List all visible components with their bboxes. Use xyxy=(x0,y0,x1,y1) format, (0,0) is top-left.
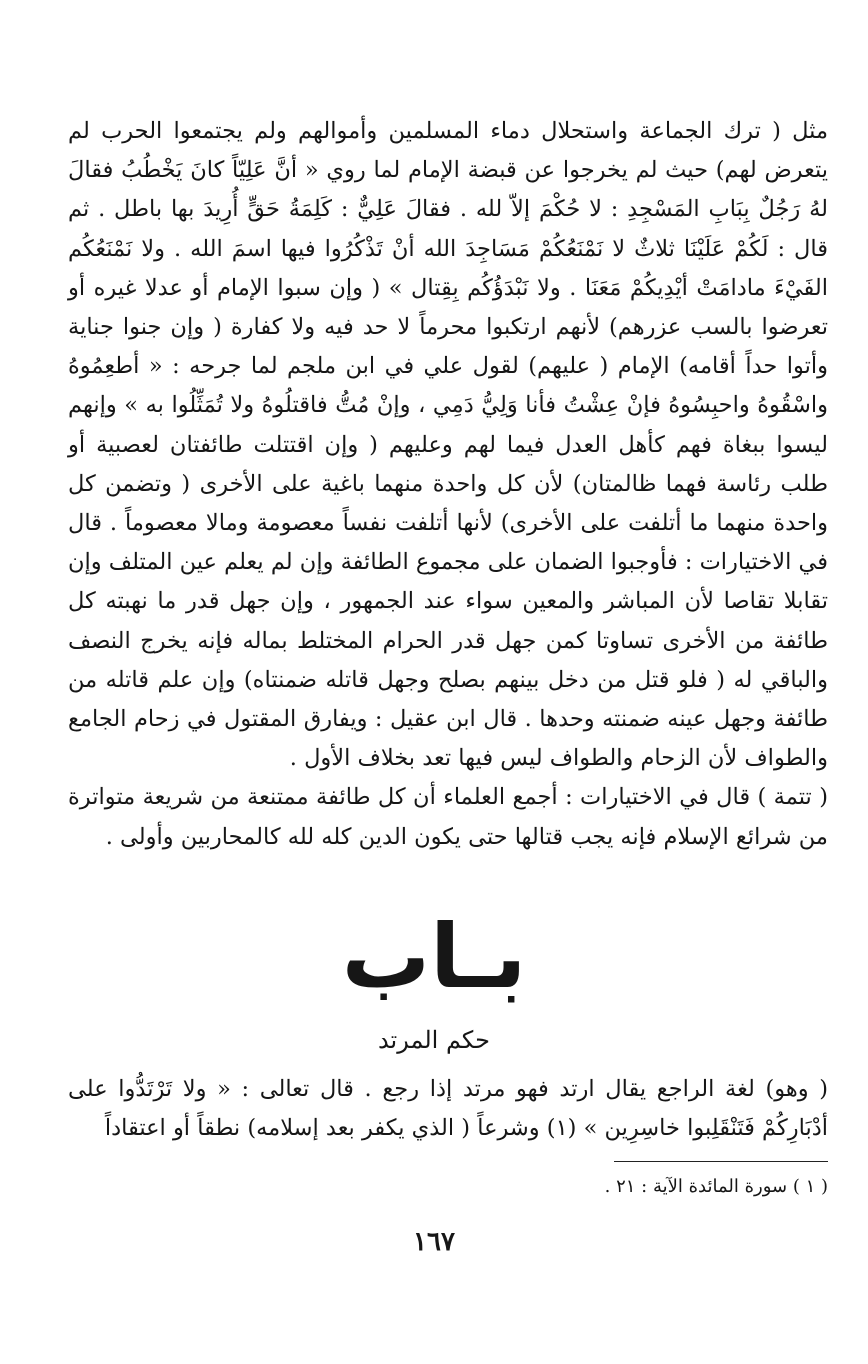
section-subtitle: حكم المرتد xyxy=(377,1026,491,1054)
page-number: ١٦٧ xyxy=(413,1227,455,1257)
section-paragraph-1: ( وهو) لغة الراجع يقال ارتد فهو مرتد إذا رجع . قال تعالى : « ولا تَرْتَدُّوا على أدْبَارِكُمْ فَتَنْقَلِبوا خاسِرِين » (١) وشرعاً ( الذي يكفر بعد إسلامه) نطقاً أو اعتقاداً xyxy=(68,1076,828,1142)
main-text xyxy=(68,112,828,857)
footnote-divider xyxy=(614,1161,828,1162)
footnote: ( ١ ) سورة المائدة الآية : ٢١ . xyxy=(604,1176,828,1197)
section-heading: بـاب xyxy=(341,905,527,1008)
main-paragraph-1: مثل ( ترك الجماعة واستحلال دماء المسلمين وأموالهم ولم يجتمعوا الحرب لم يتعرض لهم) حيث لم يخرجوا عن قبضة الإمام لما روي « أنَّ عَلِيّاً كانَ يَخْطُبُ فقالَ لهُ رَجُلٌ بِبَابِ المَسْجِدِ : لا حُكْمَ إلاّ لله . فقالَ عَلِيٌّ : كَلِمَةُ حَقٍّ أُرِيدَ بها باطل . ثم قال : لَكُمْ عَلَيْنَا ثلاثٌ لا نَمْنَعُكُمْ مَسَاجِدَ الله أنْ تَذْكُرُوا فيها اسمَ الله . ولا نَمْنَعُكُم الفَيْءَ مادامَتْ أيْدِيكُمْ مَعَنَا . ولا نَبْدَؤُكُم بِقِتال » ( وإن سبوا الإمام أو عدلا غيره أو تعرضوا بالسب عزرهم) لأنهم ارتكبوا محرماً لا حد فيه ولا كفارة ( وإن جنوا جناية وأتوا حداً أقامه) الإمام ( عليهم) لقول علي في ابن ملجم لما جرحه : « أطعِمُوهُ واسْقُوهُ واحبِسُوهُ فإنْ عِشْتُ فأنا وَلِيُّ دَمِي ، وإنْ مُتُّ فاقتلُوهُ ولا تُمَثِّلُوا به » وإنهم ليسوا ببغاة فهم كأهل العدل فيما لهم وعليهم ( وإن اقتتلت طائفتان لعصبية أو طلب رئاسة فهما ظالمتان) لأن كل واحدة منهما باغية على الأخرى ( وتضمن كل واحدة منهما ما أتلفت على الأخرى) لأنها أتلفت نفساً معصومة ومالا معصوماً . قال في الاختيارات : فأوجبوا الضمان على مجموع الطائفة وإن لم يعلم عين المتلف وإن تقابلا تقاصا لأن المباشر والمعين سواء عند الجمهور ، وإن جهل قدر ما نهبته كل طائفة من الأخرى تساوتا كمن جهل قدر الحرام المختلط بماله فإنه يخرج النصف والباقي له ( فلو قتل من دخل بينهم بصلح وجهل قاتله ضمنتاه) وإن علم قاتله من طائفة وجهل عينه ضمنته وحدها . قال ابن عقيل : ويفارق المقتول في زحام الجامع والطواف لأن الزحام والطواف ليس فيها تعد بخلاف الأول . xyxy=(68,118,828,772)
section-text xyxy=(68,1070,828,1148)
main-paragraph-2: ( تتمة ) قال في الاختيارات : أجمع العلماء أن كل طائفة ممتنعة من شريعة متواترة من شرائع الإسلام فإنه يجب قتالها حتى يكون الدين كله لله كالمحاربين وأولى . xyxy=(68,784,828,850)
